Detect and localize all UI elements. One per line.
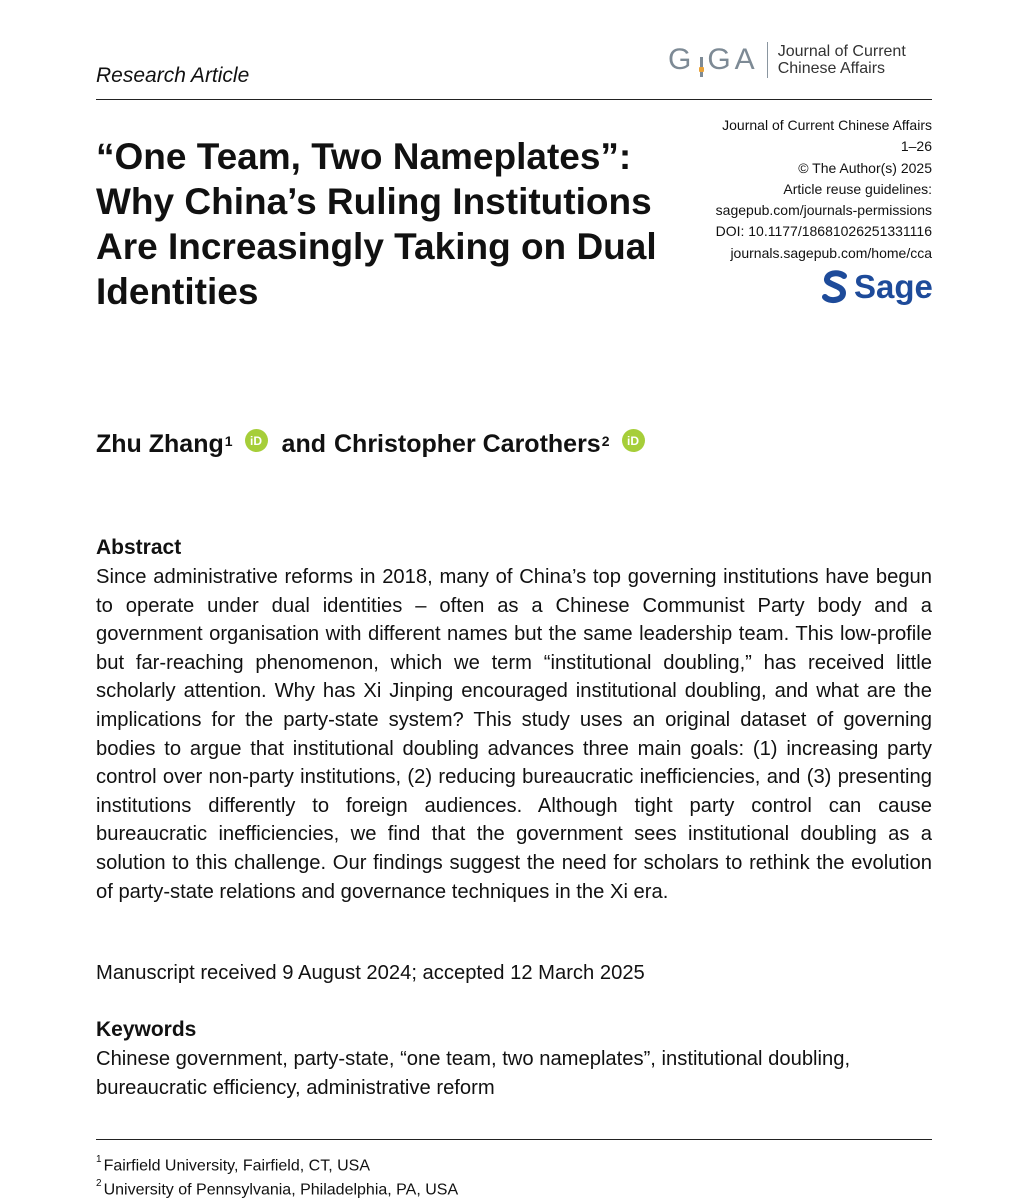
giga-logo-letters [668,43,759,77]
meta-reuse-link[interactable]: sagepub.com/journals-permissions [715,202,932,219]
sage-logo [822,268,933,306]
footnote-divider [96,1139,932,1140]
header-divider [96,99,932,100]
giga-logo-divider [767,42,768,78]
article-type-label: Research Article [96,64,250,87]
article-metadata [716,115,932,264]
author-name: Zhu Zhang [96,430,224,458]
affiliation-footnote [96,1156,370,1175]
author-affiliation-marker: 2 [601,432,610,449]
giga-journal-line2: Chinese Affairs [777,60,886,77]
manuscript-dates: Manuscript received 9 August 2024; accepted 12 March 2025 [96,962,645,984]
giga-logo-journal-name [778,43,906,77]
footnote-text: University of Pennsylvania, Philadelphia, PA, USA [103,1181,459,1199]
giga-journal-logo [668,42,906,78]
giga-logo-letters-ga: GA [707,43,759,76]
giga-logo-letter-g: G [668,43,696,76]
author-connector: and [281,430,326,458]
sage-s-icon [822,270,848,304]
footnote-marker: 1 [96,1154,102,1165]
abstract-heading: Abstract [96,536,182,559]
abstract-text: Since administrative reforms in 2018, many of China’s top governing institutions have begun to operate under dual identities – often as a Chinese Communist Party body and a government organisation with different names but the same leadership team. This low-profile but far-reaching phenomenon, which we term “institutional doubling,” has received little scholarly attention. Why has Xi Jinping encouraged institutional doubling, and what are the implications for the party-state system? This study uses an original dataset of governing bodies to argue that institutional doubling advances three main goals: (1) increasing party control over non-party institutions, (2) reducing bureaucratic inefficiencies, and (3) presenting institutions differently to foreign audiences. Although tight party control can cause bureaucratic inefficiencies, we find that the government sees institutional doubling as a solution to this challenge. Our findings suggest the need for scholars to rethink the evolution of party-state relations and governance techniques in the Xi era. [96,566,932,903]
author-name: Christopher Carothers [334,430,601,458]
article-title: “One Team, Two Nameplates”: Why China’s Ruling Institutions Are Increasingly Taking on Dual Identities [96,136,657,312]
meta-journal: Journal of Current Chinese Affairs [722,117,932,133]
footnote-marker: 2 [96,1178,102,1189]
keywords-heading: Keywords [96,1018,197,1041]
orcid-icon[interactable]: iD [245,429,268,452]
sage-logo-text: Sage [854,268,933,305]
meta-pages: 1–26 [900,138,932,155]
meta-copyright: © The Author(s) 2025 [798,159,932,176]
author-affiliation-marker: 1 [224,432,233,449]
keywords-text: Chinese government, party-state, “one team, two nameplates”, institutional doubling, bureaucratic efficiency, administrative reform [96,1048,851,1099]
footnote-text: Fairfield University, Fairfield, CT, USA [103,1157,370,1175]
affiliation-footnote [96,1180,458,1199]
giga-journal-line1: Journal of Current [777,43,906,60]
meta-reuse-label: Article reuse guidelines: [783,180,932,197]
meta-journal-url[interactable]: journals.sagepub.com/home/cca [730,244,932,261]
orcid-icon[interactable]: iD [622,429,645,452]
giga-logo-i-icon [695,43,707,77]
author-list [96,430,659,459]
meta-doi[interactable]: DOI: 10.1177/18681026251331116 [715,223,932,240]
